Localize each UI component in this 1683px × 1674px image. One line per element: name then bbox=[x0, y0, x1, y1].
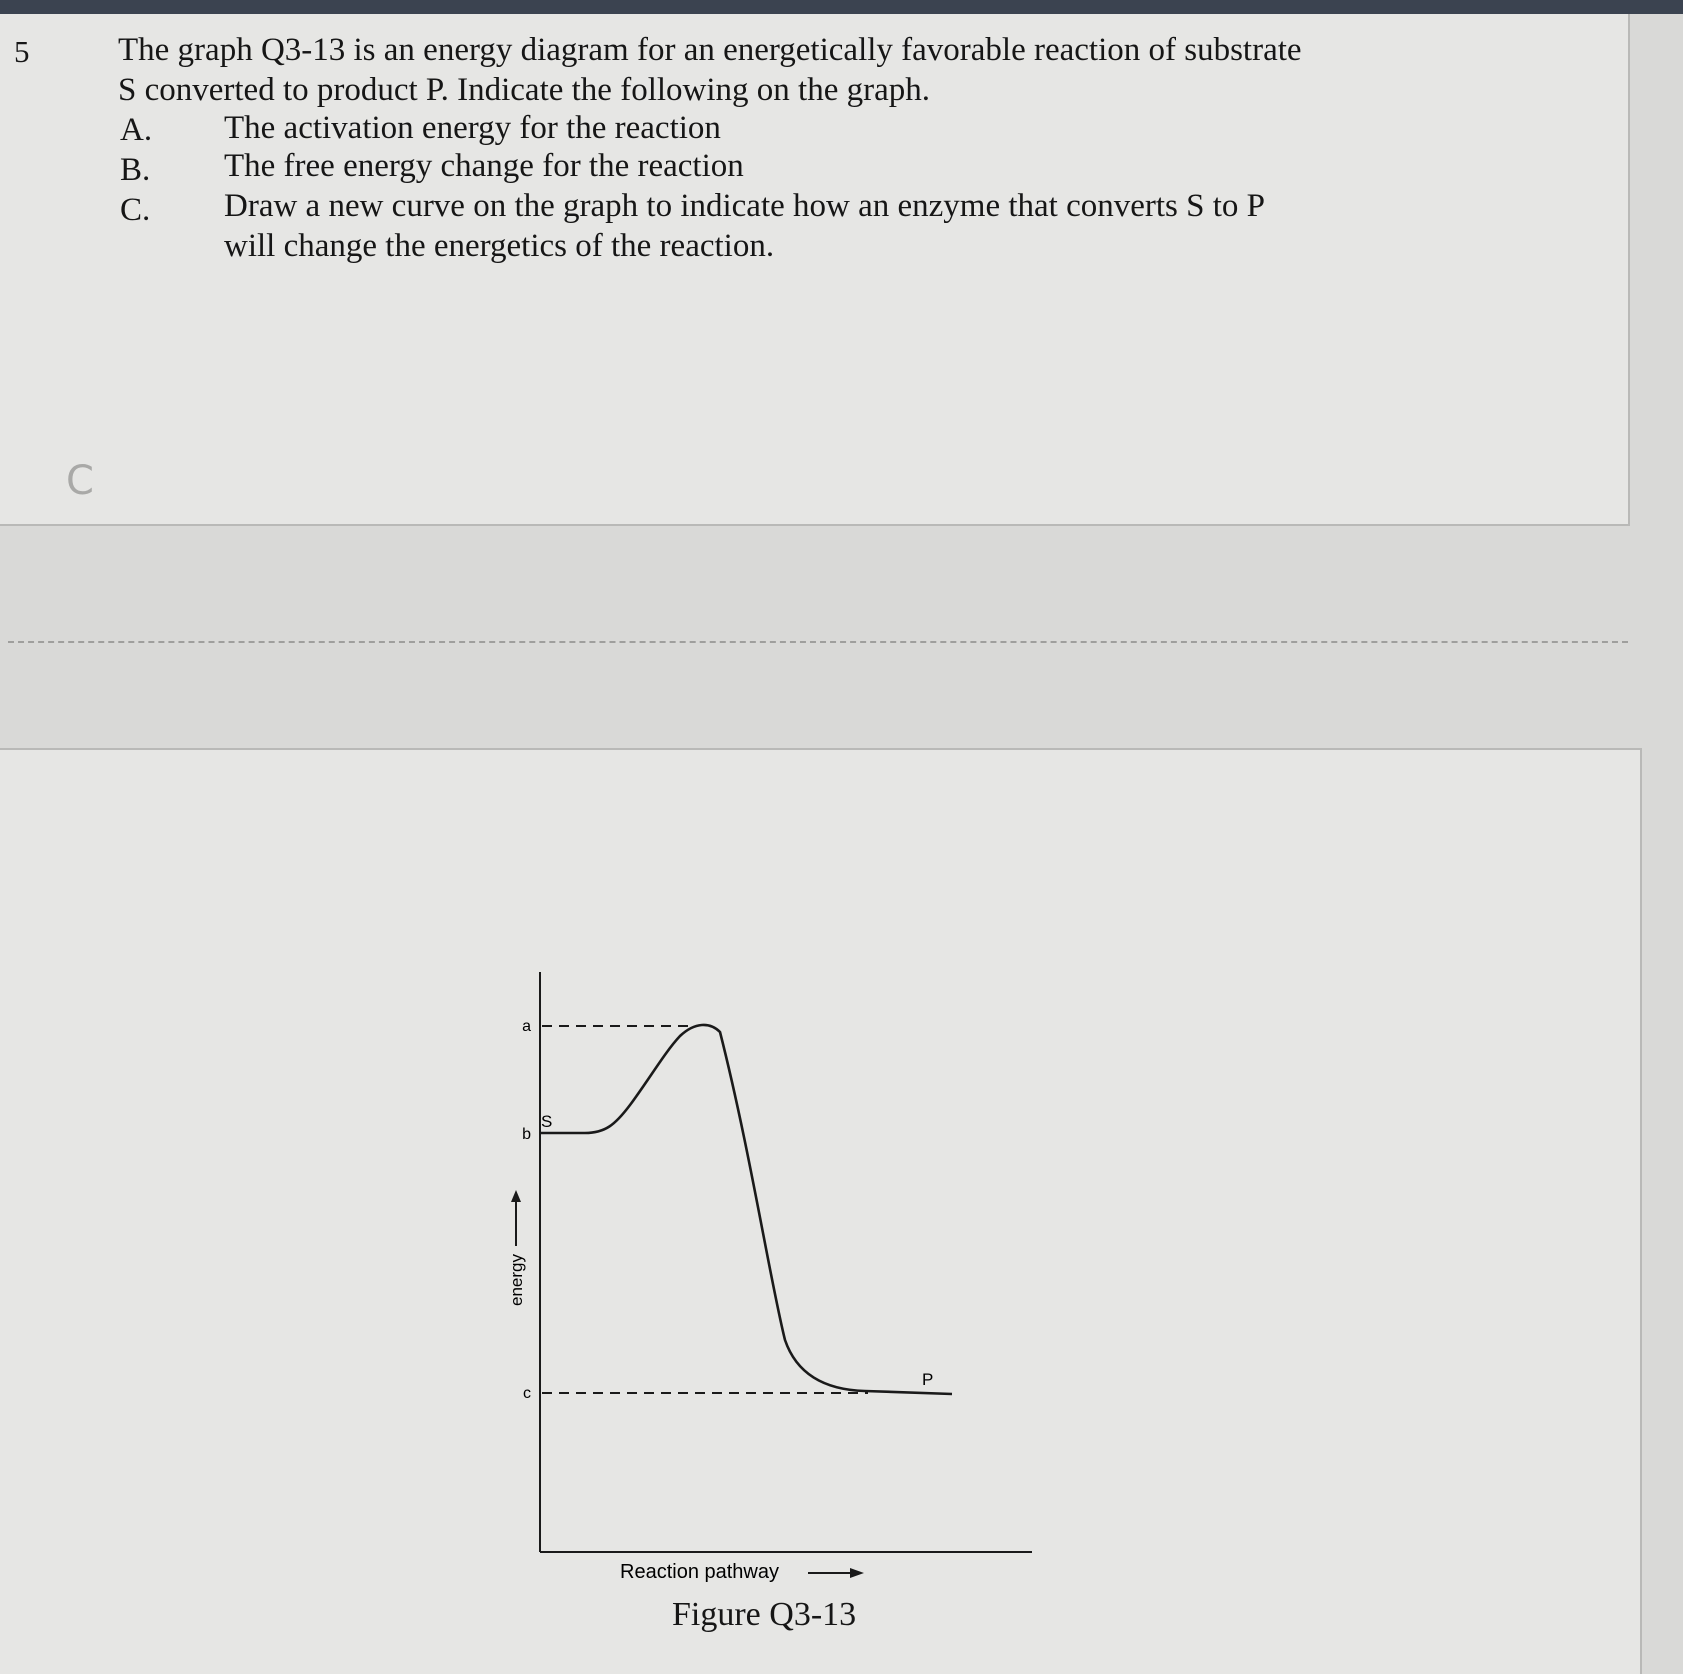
handwritten-mark: C bbox=[66, 458, 94, 504]
product-label: P bbox=[922, 1370, 934, 1389]
substrate-label: S bbox=[541, 1112, 553, 1131]
option-text-c: Draw a new curve on the graph to indicate how an enzyme that converts S to P bbox=[224, 188, 1266, 224]
level-c-label: c bbox=[523, 1385, 531, 1402]
level-b-label: b bbox=[522, 1126, 531, 1143]
x-axis-label: Reaction pathway bbox=[620, 1561, 779, 1583]
energy-curve bbox=[540, 1025, 952, 1394]
y-axis-label: energy bbox=[507, 1254, 526, 1306]
figure-caption: Figure Q3-13 bbox=[672, 1596, 857, 1633]
level-a-label: a bbox=[522, 1018, 531, 1035]
question-line-2: S converted to product P. Indicate the following on the graph. bbox=[118, 72, 930, 108]
option-letter-a: A. bbox=[120, 112, 153, 148]
option-text-a: The activation energy for the reaction bbox=[224, 110, 721, 146]
option-letter-b: B. bbox=[120, 152, 151, 188]
option-letter-c: C. bbox=[120, 192, 151, 228]
y-axis-arrow-head-icon bbox=[511, 1190, 521, 1202]
question-number: 5 bbox=[14, 34, 30, 69]
x-axis-arrow-head-icon bbox=[850, 1568, 864, 1578]
option-text-b: The free energy change for the reaction bbox=[224, 148, 744, 184]
question-line-1: The graph Q3-13 is an energy diagram for an energetically favorable reaction of substrate bbox=[118, 32, 1302, 68]
option-text-c-line2: will change the energetics of the reaction. bbox=[224, 228, 775, 264]
y-axis-label-group bbox=[507, 1190, 526, 1306]
